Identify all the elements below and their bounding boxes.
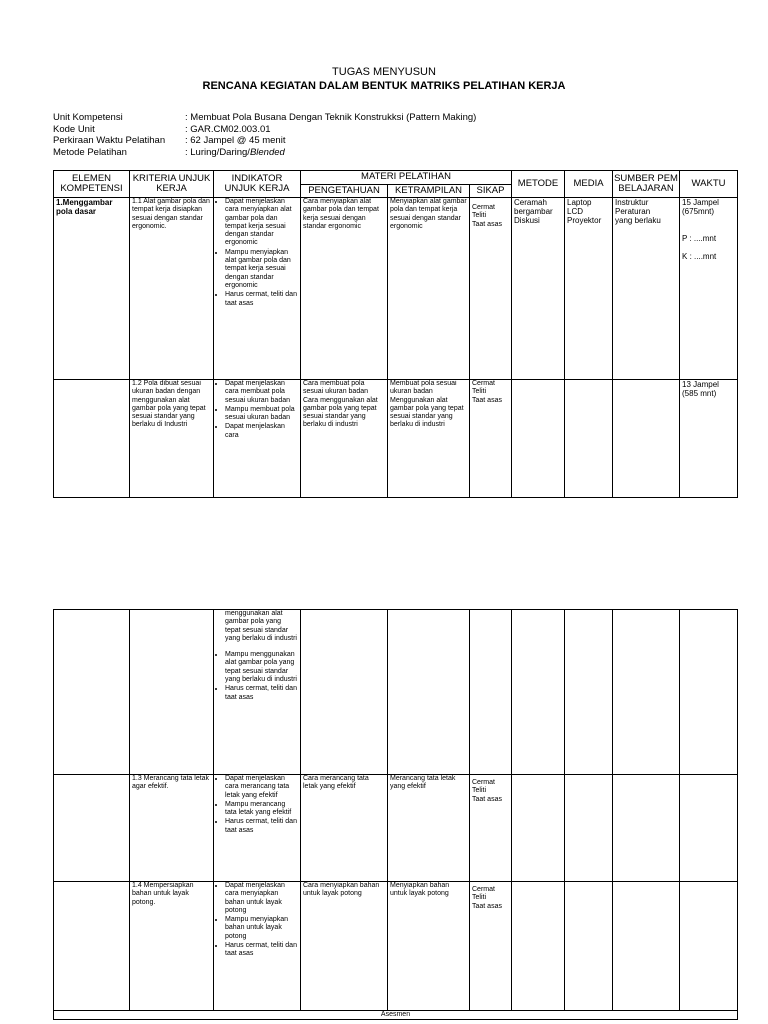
ketrampilan-cell: Menyiapkan alat gambar pola dan tempat kerja sesuai dengan standar ergonomic (388, 198, 470, 380)
waktu-cell (680, 775, 738, 882)
ketrampilan-cell: Merancang tata letak yang efektif (388, 775, 470, 882)
sikap-cell (470, 882, 512, 1011)
sikap-item: Cermat (472, 886, 495, 893)
pengetahuan-item: Cara membuat pola sesuai ukuran badan (303, 380, 368, 396)
asesmen-label: Asesmen (54, 1011, 738, 1020)
sumber-cell (613, 610, 680, 775)
waktu-item: P : ....mnt (682, 234, 717, 243)
waktu-item: 15 Jampel (675mnt) (682, 198, 719, 216)
kuk-cell: 1.2 Pola dibuat sesuai ukuran badan dengan menggunakan alat gambar pola yang tepat sesuai standar yang berlaku di Industri (130, 380, 214, 498)
list-item: • Dapat menjelaskan cara membuat pola sesuai ukuran badan (225, 380, 298, 405)
table-row (54, 610, 738, 775)
document-title: TUGAS MENYUSUN (332, 66, 436, 78)
indikator-cell (214, 882, 301, 1011)
ketrampilan-cell (388, 610, 470, 775)
sikap-item: Cermat (472, 380, 495, 387)
pengetahuan-cell: Cara menyiapkan alat gambar pola dan tempat kerja sesuai dengan standar ergonomic (301, 198, 388, 380)
kuk-cell (130, 610, 214, 775)
ketrampilan-cell (388, 380, 470, 498)
pengetahuan-item: Cara menggunakan alat gambar pola yang tepat sesuai standar yang berlaku di industri (303, 396, 378, 429)
list-item: • Harus cermat, teliti dan taat asas (225, 942, 298, 959)
kuk-cell: 1.1 Alat gambar pola dan tempat kerja disiapkan sesuai dengan standar ergonomic. (130, 198, 214, 380)
header-indikator: INDIKATOR UNJUK KERJA (214, 171, 301, 198)
media-item: Proyektor (567, 216, 602, 225)
kode-value: : GAR.CM02.003.01 (185, 123, 271, 135)
sikap-item: Taat asas (472, 396, 502, 404)
list-item: • Mampu menggunakan alat gambar pola yang tepat sesuai standar yang berlaku di industri (225, 651, 298, 684)
header-media: MEDIA (565, 171, 613, 198)
header-row (54, 171, 738, 185)
sikap-cell (470, 380, 512, 498)
sikap-item: Teliti (472, 894, 487, 902)
media-cell (565, 380, 613, 498)
header-metode: METODE (512, 171, 565, 198)
list-item: • Mampu menyiapkan bahan untuk layak potong (225, 916, 298, 941)
header-waktu: WAKTU (680, 171, 738, 198)
unit-label: Unit Kompetensi (53, 112, 123, 123)
header-ketrampilan: KETRAMPILAN (388, 184, 470, 198)
waktu-item: K : ....mnt (682, 252, 717, 261)
waktu-cell (680, 882, 738, 1011)
metode-italic: Blended (249, 146, 285, 158)
header-sumber: SUMBER PEM BELAJARAN (613, 171, 680, 198)
metode-cell (512, 882, 565, 1011)
list-item: • Dapat menjelaskan cara menyiapkan alat gambar pola dan tempat kerja sesuai dengan standar ergonomic (225, 198, 298, 248)
sikap-item: Taat asas (472, 795, 502, 803)
indikator-cell (214, 198, 301, 380)
metode-cell (512, 380, 565, 498)
table-row (54, 882, 738, 1011)
list-item: • Dapat menjelaskan cara (225, 423, 298, 440)
kuk-cell: 1.4 Mempersiapkan bahan untuk layak potong. (130, 882, 214, 1011)
header-pengetahuan: PENGETAHUAN (301, 184, 388, 198)
sumber-cell (613, 882, 680, 1011)
table-row (54, 775, 738, 882)
asesmen-row (54, 1011, 738, 1020)
sumber-item: yang berlaku (615, 216, 661, 225)
sikap-item: Teliti (472, 212, 487, 220)
table-row (54, 380, 738, 498)
table-row (54, 198, 738, 380)
unit-value: : Membuat Pola Busana Dengan Teknik Konstrukksi (Pattern Making) (185, 112, 477, 123)
waktu-cell (680, 610, 738, 775)
pengetahuan-cell: Cara merancang tata letak yang efektif (301, 775, 388, 882)
metode-cell (512, 775, 565, 882)
elemen-cell (54, 882, 130, 1011)
sikap-cell (470, 198, 512, 380)
sumber-cell (613, 775, 680, 882)
kode-label: Kode Unit (53, 123, 95, 135)
sikap-item: Cermat (472, 779, 495, 786)
waktu-value: : 62 Jampel @ 45 menit (185, 135, 286, 146)
sumber-cell (613, 380, 680, 498)
sikap-item: Taat asas (472, 220, 502, 228)
sikap-item: Teliti (472, 388, 487, 396)
sikap-item: Taat asas (472, 902, 502, 910)
kuk-cell: 1.3 Merancang tata letak agar efektif. (130, 775, 214, 882)
sikap-item: Cermat (472, 204, 495, 211)
sumber-cell (613, 198, 680, 380)
metode-label: Metode Pelatihan (53, 146, 127, 158)
list-item: • Mampu merancang tata letak yang efektif (225, 801, 298, 818)
media-item: Laptop (567, 198, 592, 207)
media-item: LCD (567, 207, 584, 216)
elemen-cell (54, 380, 130, 498)
waktu-label: Perkiraan Waktu Pelatihan (53, 135, 166, 146)
sumber-item: Peraturan (615, 207, 651, 216)
pengetahuan-cell: Cara menyiapkan bahan untuk layak potong (301, 882, 388, 1011)
metode-item: Ceramah (514, 198, 547, 207)
media-cell (565, 775, 613, 882)
ketrampilan-cell: Menyiapkan bahan untuk layak potong (388, 882, 470, 1011)
waktu-cell (680, 198, 738, 380)
list-item: • Harus cermat, teliti dan taat asas (225, 818, 298, 835)
metode-item: bergambar (514, 207, 553, 216)
unit-info (53, 112, 476, 158)
header-sikap: SIKAP (470, 184, 512, 198)
elemen-cell (54, 610, 130, 775)
header-elemen: ELEMEN KOMPETENSI (54, 171, 130, 198)
header-materi: MATERI PELATIHAN (301, 171, 512, 185)
list-item: • Harus cermat, teliti dan taat asas (225, 291, 298, 308)
list-item: • Dapat menjelaskan cara menyiapkan bahan untuk layak potong (225, 882, 298, 915)
media-cell (565, 610, 613, 775)
pengetahuan-cell (301, 380, 388, 498)
indikator-cell (214, 610, 301, 775)
indikator-cell (214, 380, 301, 498)
ketrampilan-item: Menggunakan alat gambar pola yang tepat sesuai standar yang berlaku di industri (390, 396, 464, 429)
media-cell (565, 882, 613, 1011)
document-subtitle: RENCANA KEGIATAN DALAM BENTUK MATRIKS PELATIHAN KERJA (202, 80, 566, 92)
waktu-cell: 13 Jampel (585 mnt) (680, 380, 738, 498)
sikap-item: Teliti (472, 787, 487, 795)
metode-cell (512, 610, 565, 775)
elemen-cell: 1.Menggambar pola dasar (54, 198, 130, 380)
indikator-continued: menggunakan alat gambar pola yang tepat sesuai standar yang berlaku di industri (225, 610, 297, 642)
header-kriteria: KRITERIA UNJUK KERJA (130, 171, 214, 198)
sumber-item: Instruktur (615, 198, 649, 207)
matrix-table-page1 (53, 170, 738, 498)
indikator-cell (214, 775, 301, 882)
pengetahuan-cell (301, 610, 388, 775)
list-item: • Dapat menjelaskan cara merancang tata letak yang efektif (225, 775, 298, 800)
sikap-cell (470, 610, 512, 775)
elemen-cell (54, 775, 130, 882)
sikap-cell (470, 775, 512, 882)
metode-item: Diskusi (514, 216, 540, 225)
matrix-table-page2 (53, 609, 738, 1020)
list-item: • Harus cermat, teliti dan taat asas (225, 685, 298, 702)
metode-cell (512, 198, 565, 380)
media-cell (565, 198, 613, 380)
list-item: • Mampu membuat pola sesuai ukuran badan (225, 406, 298, 423)
list-item: • Mampu menyiapkan alat gambar pola dan tempat kerja sesuai dengan standar ergonomic (225, 249, 298, 290)
ketrampilan-item: Membuat pola sesuai ukuran badan (390, 380, 457, 396)
metode-value: : Luring/Daring/ (185, 146, 250, 158)
